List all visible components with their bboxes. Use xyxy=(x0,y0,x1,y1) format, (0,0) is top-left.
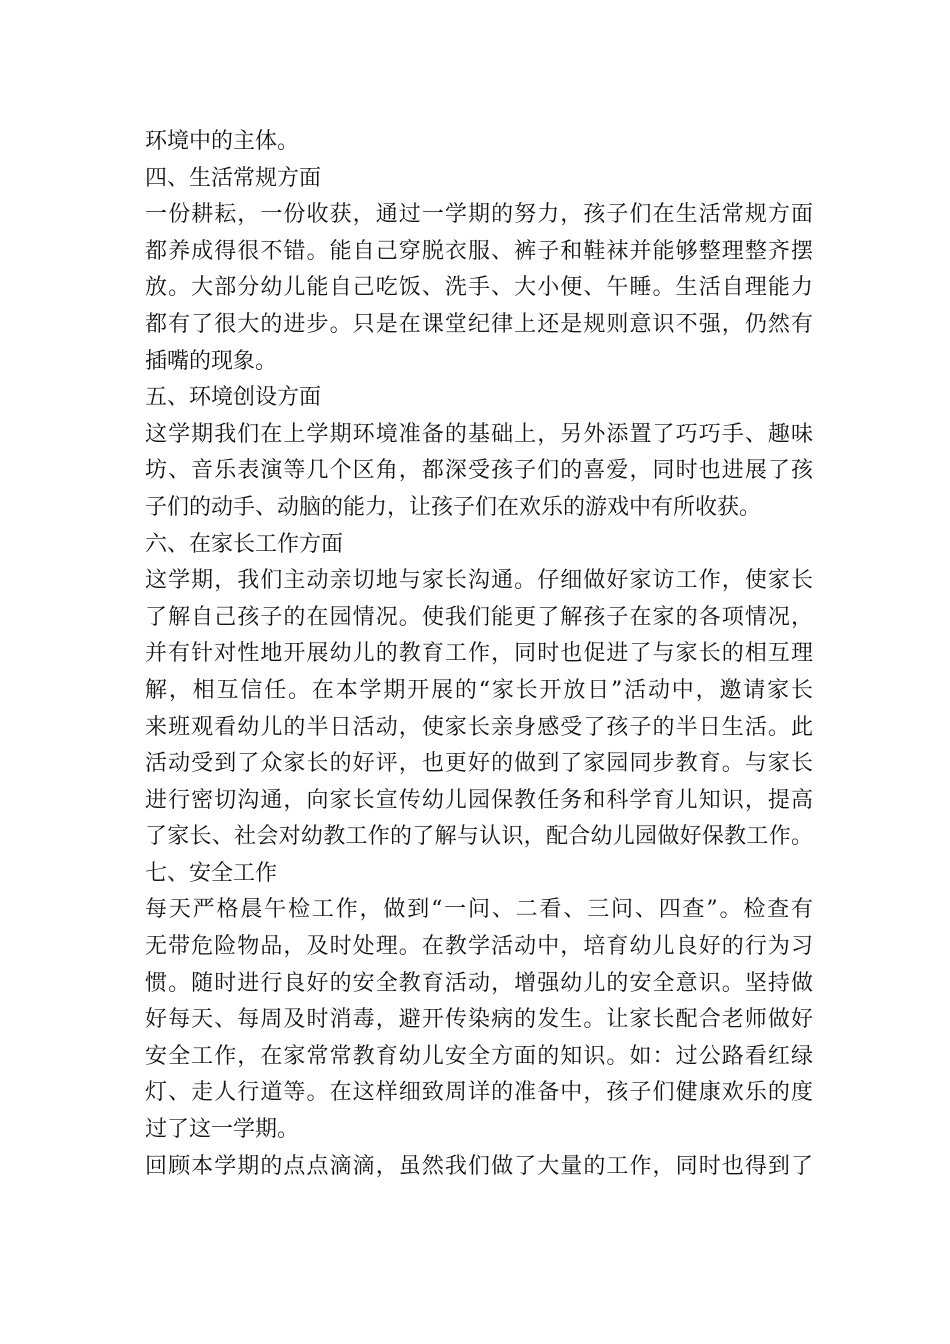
text-line: 一份耕耘，一份收获，通过一学期的努力，孩子们在生活常规方面 xyxy=(145,202,813,228)
text-line: 安全工作，在家常常教育幼儿安全方面的知识。如：过公路看红绿 xyxy=(145,1043,813,1069)
text-line: 来班观看幼儿的半日活动，使家长亲身感受了孩子的半日生活。此 xyxy=(145,714,813,740)
text-line: 这学期我们在上学期环境准备的基础上，另外添置了巧巧手、趣味 xyxy=(145,421,813,447)
text-line: 每天严格晨午检工作，做到“一问、二看、三问、四查”。检查有 xyxy=(145,897,813,923)
text-line: 了家长、社会对幼教工作的了解与认识，配合幼儿园做好保教工作。 xyxy=(145,824,813,850)
text-line: 并有针对性地开展幼儿的教育工作，同时也促进了与家长的相互理 xyxy=(145,641,813,667)
text-line: 好每天、每周及时消毒，避开传染病的发生。让家长配合老师做好 xyxy=(145,1007,813,1033)
text-line: 进行密切沟通，向家长宣传幼儿园保教任务和科学育儿知识，提高 xyxy=(145,787,813,813)
text-line: 解，相互信任。在本学期开展的“家长开放日”活动中，邀请家长 xyxy=(145,677,813,703)
text-line: 四、生活常规方面 xyxy=(145,165,322,191)
text-line: 惯。随时进行良好的安全教育活动，增强幼儿的安全意识。坚持做 xyxy=(145,970,813,996)
text-line: 六、在家长工作方面 xyxy=(145,531,344,557)
text-line: 过了这一学期。 xyxy=(145,1117,300,1143)
text-line: 回顾本学期的点点滴滴，虽然我们做了大量的工作，同时也得到了 xyxy=(145,1153,813,1179)
text-line: 活动受到了众家长的好评，也更好的做到了家园同步教育。与家长 xyxy=(145,751,813,777)
text-line: 灯、走人行道等。在这样细致周详的准备中，孩子们健康欢乐的度 xyxy=(145,1080,813,1106)
text-line: 都养成得很不错。能自己穿脱衣服、裤子和鞋袜并能够整理整齐摆 xyxy=(145,238,813,264)
text-line: 坊、音乐表演等几个区角，都深受孩子们的喜爱，同时也进展了孩 xyxy=(145,458,813,484)
text-line: 插嘴的现象。 xyxy=(145,348,278,374)
document-body xyxy=(145,124,813,1185)
text-line: 七、安全工作 xyxy=(145,860,278,886)
text-line: 无带危险物品，及时处理。在教学活动中，培育幼儿良好的行为习 xyxy=(145,934,813,960)
text-line: 都有了很大的进步。只是在课堂纪律上还是规则意识不强，仍然有 xyxy=(145,311,813,337)
text-line: 了解自己孩子的在园情况。使我们能更了解孩子在家的各项情况， xyxy=(145,604,813,630)
text-line: 环境中的主体。 xyxy=(145,129,300,154)
text-line: 五、环境创设方面 xyxy=(145,385,322,411)
text-line: 这学期，我们主动亲切地与家长沟通。仔细做好家访工作，使家长 xyxy=(145,568,813,594)
text-line: 子们的动手、动脑的能力，让孩子们在欢乐的游戏中有所收获。 xyxy=(145,494,762,520)
text-line: 放。大部分幼儿能自己吃饭、洗手、大小便、午睡。生活自理能力 xyxy=(145,275,813,301)
